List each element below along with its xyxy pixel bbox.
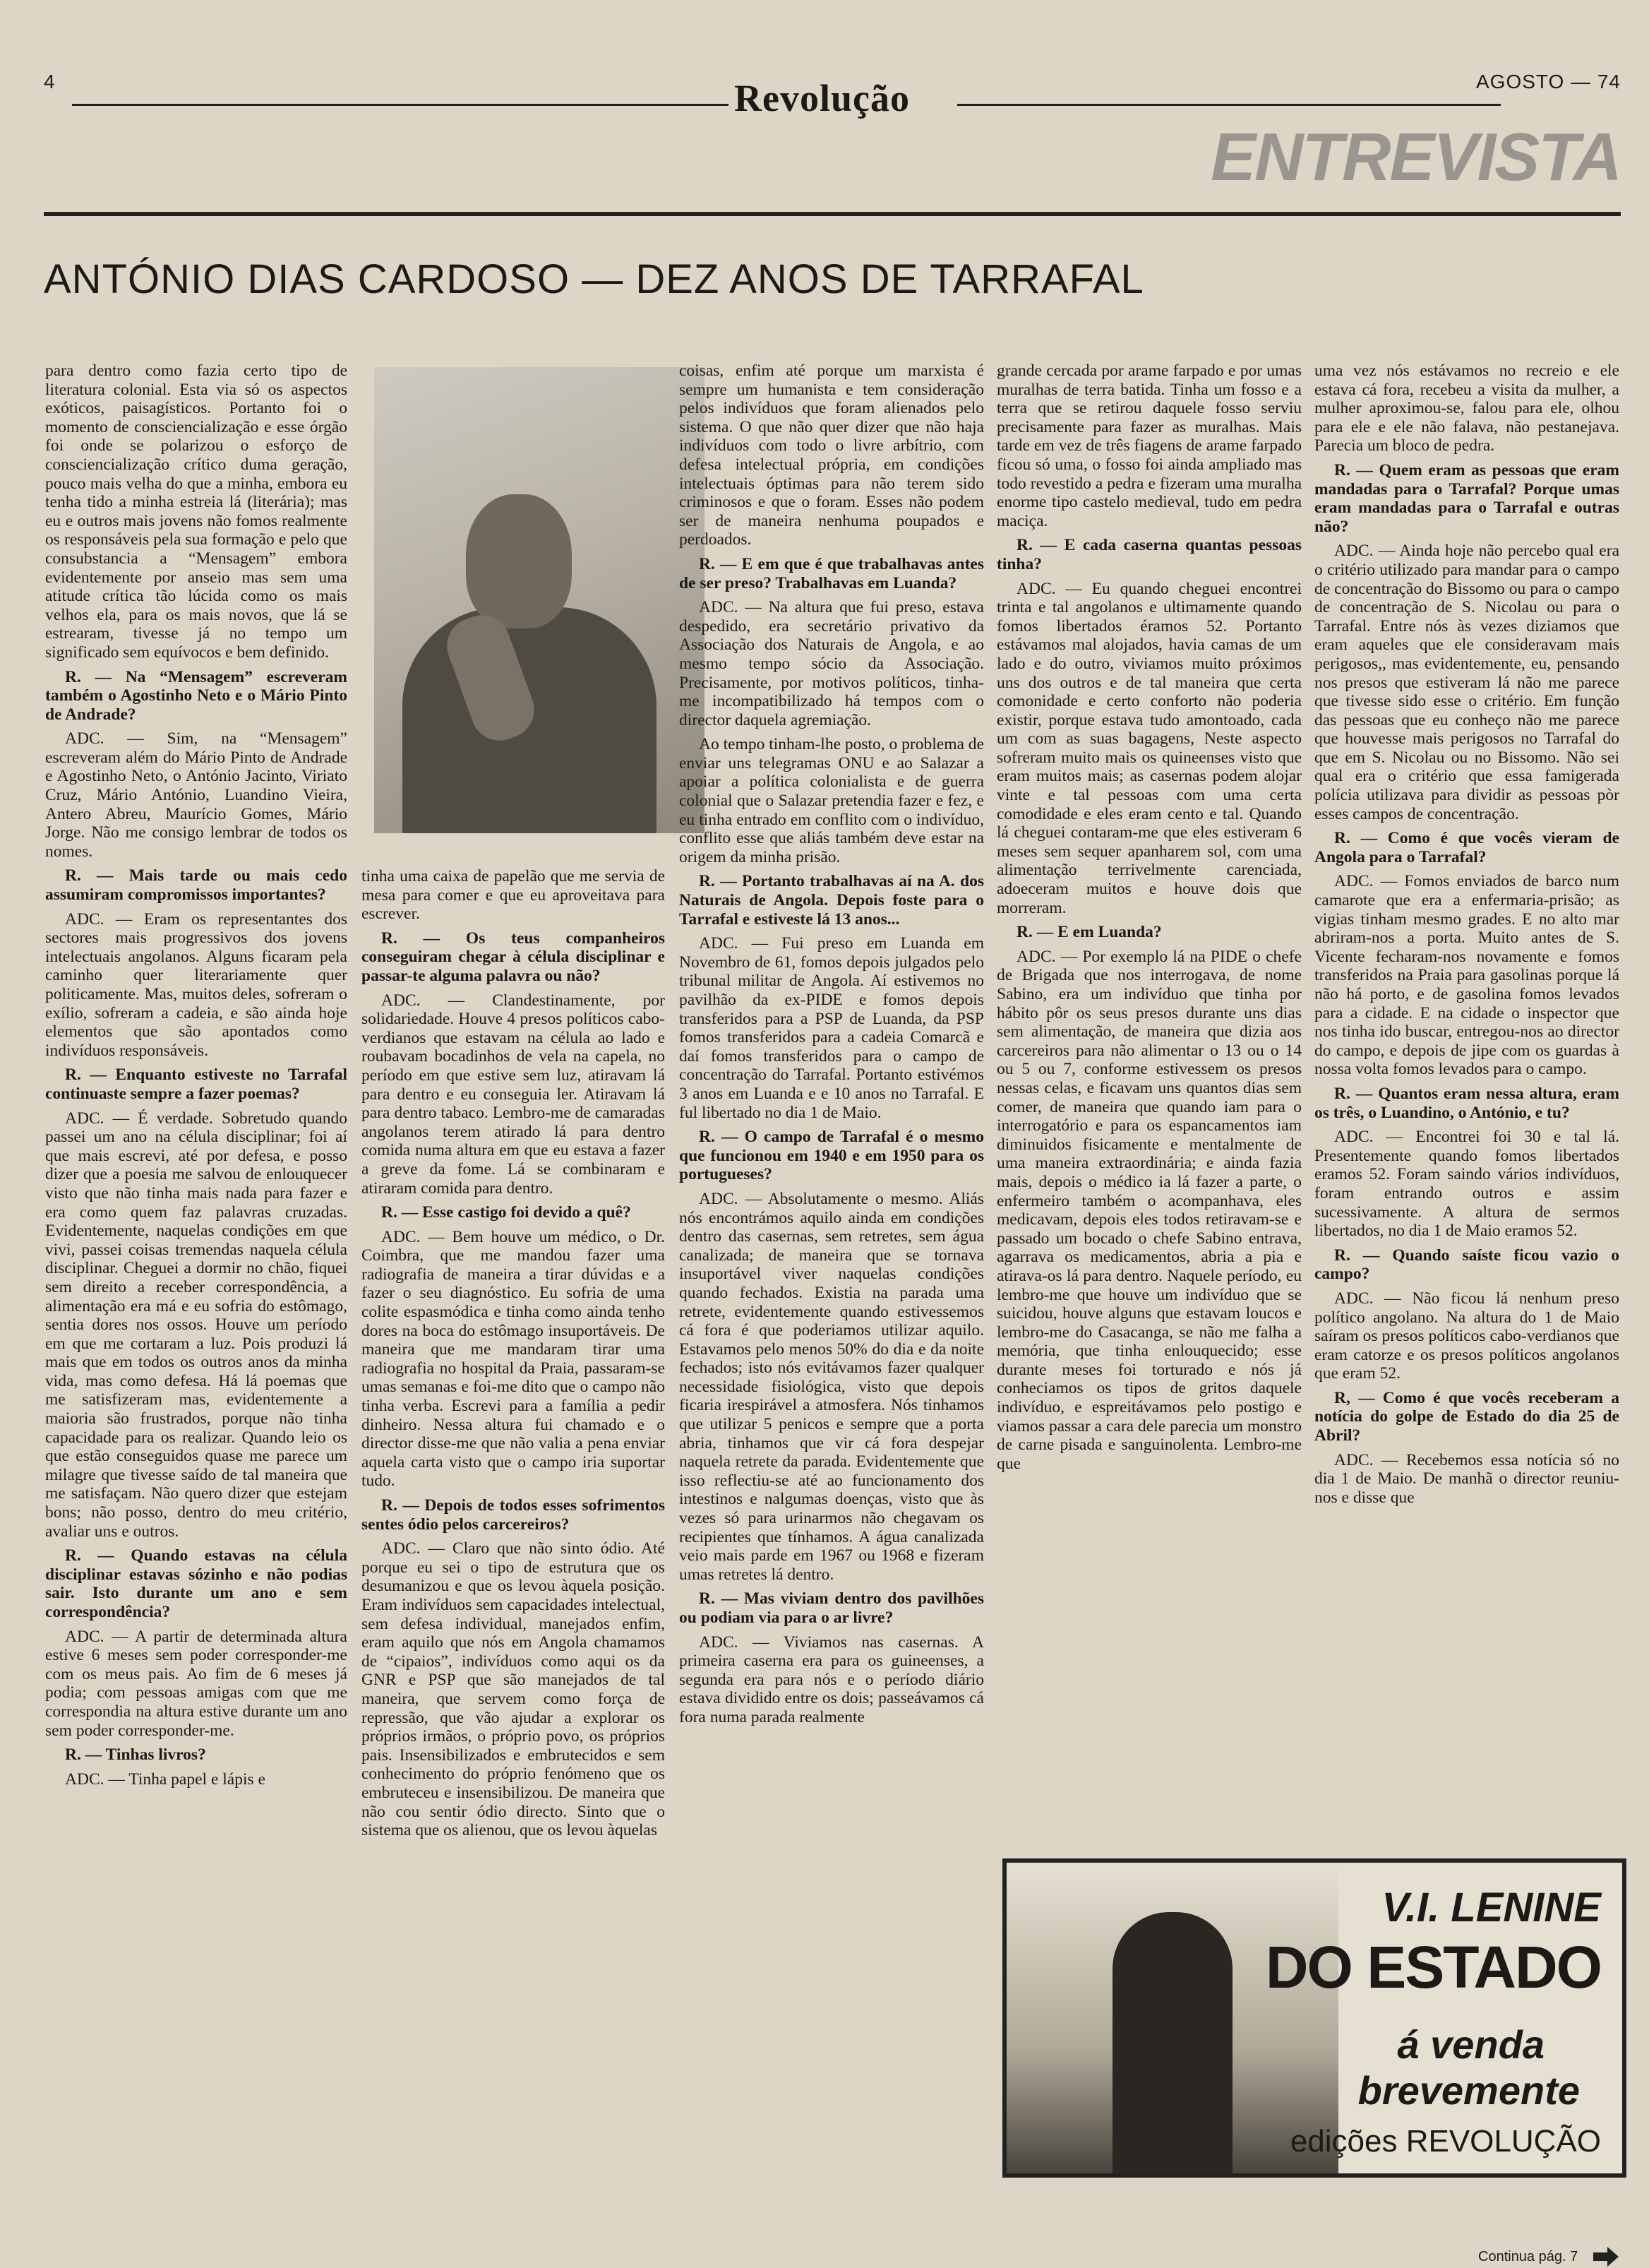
interview-question: R. — O campo de Tarrafal é o mesmo que funcionou em 1940 e em 1950 para os portugueses? — [679, 1128, 984, 1184]
interview-paragraph: ADC. — Claro que não sinto ódio. Até porque eu sei o tipo de estrutura que os desumanizou e que os levou àquela posição. Eram indivíduos sem capacidades intelectual, sem defesa individual, manejados enfim, eram aquilo que nós em Angola chamamos de “cipaios”, indivíduos como aqui os da GNR e PSP que são manejados de tal maneira, que servem como força de repressão, que vão ajudar a explorar os próprios irmãos, o próprio povo, os próprios pais. Insensibilizados e embrutecidos e sem conhecimento do próprio fenómeno que os embruteceu e insensibilizou. De maneira que não cou sentir ódio directo. Sinto que o sistema que os alienou, que os levou àquelas — [361, 1539, 665, 1840]
interview-paragraph: ADC. — Clandestinamente, por solidariedade. Houve 4 presos políticos cabo-verdianos que estavam na célula ao lado e roubavam bocadinhos de vela na capela, no período em que estive sem luz, atiravam lá para dentro e eu conseguia ler. Atiravam lá para dentro tabaco. Lembro-me de camaradas angolanos terem atirado lá para dentro comida numa altura em que eu estava a fazer a greve da fome. Lá se combinaram e atiraram comida para dentro. — [361, 991, 665, 1198]
ad-photo — [1007, 1863, 1338, 2173]
book-advertisement — [1002, 1858, 1626, 2178]
interview-question: R, — Como é que vocês receberam a notícia do golpe de Estado do dia 25 de Abril? — [1314, 1388, 1619, 1445]
ad-soon-text: brevemente — [1357, 2068, 1580, 2113]
section-rule — [44, 212, 1621, 216]
interview-question: R. — Quem eram as pessoas que eram mandadas para o Tarrafal? Porque umas eram mandadas para o Tarrafal e outras não? — [1314, 460, 1619, 536]
interview-question: R. — Depois de todos esses sofrimentos sentes ódio pelos carcereiros? — [361, 1496, 665, 1534]
interview-paragraph: ADC. — Viviamos nas casernas. A primeira caserna era para os guineenses, a segunda era para nós e o período diário estava dividido entre os dois; passeávamos cá fora numa parada realmente — [679, 1633, 984, 1726]
issue-date: AGOSTO — 74 — [1476, 71, 1621, 92]
interview-question: R. — Na “Mensagem” escreveram também o Agostinho Neto e o Mário Pinto de Andrade? — [45, 667, 347, 724]
article-column-2 — [361, 867, 665, 1846]
interview-paragraph: ADC. — Por exemplo lá na PIDE o chefe de Brigada que nos interrogava, de nome Sabino, era um indivíduo que tinha por hábito pôr os seus presos durante uns dias sem alimentação, de maneira que dizia aos carcereiros para não alimentar o 13 ou o 14 ou 5 ou 7, conforme estivessem os presos nessas celas, e ficavam uns quantos dias sem comer, de maneira que quando iam para o interrogatório e para os espancamentos iam diminuidos fisicamente e mentalmente de uma maneira extraordinária; e ainda fazia mais, depois o médico ia lá fazer a parte, o enfermeiro também o acompanhava, eles medicavam, depois eles todos retiravam-se e passado um bocado o chefe Sabino entrava, agarrava os medicamentos, abria a pia e atirava-os lá para dentro. Naquele período, eu lembro-me que houve um indivíduo que se suicidou, houve alguns que estavam loucos e lembro-me do Casacanga, se não me falha a memória, que tinha enlouquecido; esse durante meses foi torturado e nós já conheciamos os tipos de gritos daquele indivíduo, e espreitávamos pelo postigo e viamos passar a cara dele parecia um monstro de carne pisada e sanguinolenta. Lembro-me que — [997, 947, 1302, 1473]
interview-paragraph: para dentro como fazia certo tipo de literatura colonial. Esta via só os aspectos exóticos, paisagísticos. Portanto foi o momento de consciencialização e esse órgão foi onde se polarizou o esforço de consciencialização crítico duma geração, pouco mais velha do que a minha, embora eu tenha tido a minha estreia lá (literária); mas eu e outros mais jovens não fomos realmente os responsáveis pela sua formação e pelo que consubstancia a “Mensagem” embora evidentemente por anseio mas sem uma atitude crítica tão lúcida como os mais velhos ela, para os mais novos, que lá se estrearam, tivesse já no tempo um significado sem equívocos e bem definido. — [45, 362, 347, 662]
article-column-1 — [45, 362, 347, 1794]
interview-paragraph: coisas, enfim até porque um marxista é sempre um humanista e tem consideração pelos indivíduos que foram alienados pelo sistema. O que não quer dizer que não haja indivíduos com todo o livre arbítrio, com defesa intelectual própria, em condições intelectuais óptimas para não terem sido criminosos e que o foram. Esses não podem ser de maneira nenhuma poupados e perdoados. — [679, 362, 984, 549]
interview-paragraph: ADC. — Fui preso em Luanda em Novembro de 61, fomos depois julgados pelo tribunal militar de Angola. Aí estivemos no pavilhão da ex-PIDE e fomos depois transferidos para a PSP de Luanda, da PSP fomos transferidos para a cadeia Comarcã e daí fomos transferidos para o campo de concentração do Tarrafal. Portanto estivémos 3 anos em Luanda e e 10 anos no Tarrafal. E ful libertado no dia 1 de Maio. — [679, 934, 984, 1122]
headline: ANTÓNIO DIAS CARDOSO — DEZ ANOS DE TARRAFAL — [44, 256, 1144, 302]
interview-paragraph: ADC. — Recebemos essa notícia só no dia 1 de Maio. De manhã o director reuniu-nos e disse que — [1314, 1450, 1619, 1507]
interview-question: R. — Os teus companheiros conseguiram chegar à célula disciplinar e passar-te alguma palavra ou não? — [361, 929, 665, 985]
interview-paragraph: ADC. — Ainda hoje não percebo qual era o critério utilizado para mandar para o campo de concentração do Bissomo ou para o campo de concentração de S. Nicolau ou para o Tarrafal. Entre nós às vezes diziamos que eram aqueles que ele consideravam mais perigosos,, mas evidentemente, eu, pensando nos presos que estiveram lá não me parece que tivesse sido esse o critério. Em função das pessoas que eu conheço não me parece que houvesse mais perigosos no Tarrafal do que em S. Nicolau ou no Bissomo. Não sei qual era o critério que essa famigerada polícia utilizava para dividir as pessoas pòr esses campos de concentração. — [1314, 542, 1619, 823]
interview-paragraph: ADC. — Fomos enviados de barco num camarote que era a enfermaria-prisão; as vigias tinham mesmo grades. E no alto mar abriram-nos a porta. Muito antes de S. Vicente fecharam-nos novamente e fomos transferidos na Praia para gasolinas porque lá não há porto, e de gasolina fomos levados para a cidade. E na cidade o inspector que nos tinha ido buscar, entregou-nos ao director do campo, e depois de jipe com os guardas à nossa volta fomos levados para o campo. — [1314, 872, 1619, 1079]
interview-paragraph: ADC. — Encontrei foi 30 e tal lá. Presentemente quando fomos libertados eramos 52. Foram saindo vários indivíduos, foram entrando outros e assim sucessivamente. A altura de sermos libertados, no dia 1 de Maio eramos 52. — [1314, 1128, 1619, 1241]
interview-paragraph: ADC. — Bem houve um médico, o Dr. Coimbra, que me mandou fazer uma radiografia de maneira a tirar dúvidas e a fazer o seu diagnóstico. Eu sofria de uma colite espasmódica e tinha como ainda tenho dores na boca do estômago insuportáveis. De maneira que me mandaram tirar uma radiografia no hospital da Praia, passaram-se umas semanas e foi-me dito que o campo não tinha verba. Escrevi para a família a pedir dinheiro. Nessa altura fui chamado e o director disse-me que não valia a pena enviar aquela carta visto que o campo iria suportar tudo. — [361, 1227, 665, 1491]
interview-question: R. — Quantos eram nessa altura, eram os três, o Luandino, o António, e tu? — [1314, 1084, 1619, 1122]
interview-question: R. — E em que é que trabalhavas antes de ser preso? Trabalhavas em Luanda? — [679, 554, 984, 592]
interview-question: R. — Quando saíste ficou vazio o campo? — [1314, 1246, 1619, 1284]
interview-question: R. — Portanto trabalhavas aí na A. dos Naturais de Angola. Depois foste para o Tarrafal e estiveste lá 13 anos... — [679, 872, 984, 929]
interview-question: R. — Como é que vocês vieram de Angola para o Tarrafal? — [1314, 829, 1619, 866]
article-column-3 — [679, 362, 984, 1733]
photo-figure-head — [466, 494, 572, 628]
interview-paragraph: Ao tempo tinham-lhe posto, o problema de enviar uns telegramas ONU e ao Salazar a apoiar a política colonialista e de guerra colonial que o Salazar pretendia fazer e fez, e eu tinha entrado em conflito com o indivíduo, conflito esse que aliás também deve estar na origem da minha prisão. — [679, 735, 984, 866]
header-rule-right — [957, 104, 1501, 106]
interview-paragraph: tinha uma caixa de papelão que me servia de mesa para comer e que eu aproveitava para escrever. — [361, 867, 665, 924]
interview-paragraph: ADC. — Eram os representantes dos sectores mais progressivos dos jovens intelectuais angolanos. Alguns ficaram pela caminho quer literariamente quer politicamente. Mas, muitos deles, sofreram o exílio, sofreram a cadeia, e são ainda hoje elementos que são apontados como indivíduos responsáveis. — [45, 909, 347, 1060]
interview-question: R. — Tinhas livros? — [65, 1745, 206, 1765]
interview-question: R. — Mais tarde ou mais cedo assumiram compromissos importantes? — [45, 866, 347, 905]
arrow-right-icon — [1592, 2245, 1620, 2268]
interview-question: R. — Quando estavas na célula disciplinar estavas sózinho e não podias sair. Isto durante um ano e sem correspondência? — [45, 1546, 347, 1621]
article-column-4 — [997, 362, 1302, 1479]
interview-question: R. — Mas viviam dentro dos pavilhões ou podiam via para o ar livre? — [679, 1589, 984, 1627]
masthead: Revolução — [734, 77, 910, 119]
interview-paragraph: ADC. — Tinha papel e lápis e — [65, 1769, 265, 1789]
interviewee-photo — [374, 367, 704, 833]
interview-paragraph: grande cercada por arame farpado e por umas muralhas de terra batida. Tinha um fosso e a terra que se retirou daquele fosso serviu precisamente para fazer as muralhas. Mais tarde em vez de três fiagens de arame farpado ficou só uma, o fosso foi ainda ampliado mas todo revestido a pedra e fizeram uma muralha enorme tipo castelo medieval, tudo em pedra maciça. — [997, 362, 1302, 530]
article-column-5 — [1314, 362, 1619, 1512]
ad-title: DO ESTADO — [1265, 1934, 1601, 2000]
continuation-note — [1478, 2245, 1620, 2268]
interview-paragraph: uma vez nós estávamos no recreio e ele estava cá fora, recebeu a visita da mulher, a mulher aproximou-se, falou para ele, olhou para ele e ele não falava, não pestanejava. Parecia um bloco de pedra. — [1314, 362, 1619, 455]
interview-paragraph: ADC. — É verdade. Sobretudo quando passei um ano na célula disciplinar; foi aí que mais escrevi, até por defesa, e posso dizer que a poesia me salvou de enlouquecer visto que não tinha mais nada para fazer e era como quem faz palavras cruzadas. Evidentemente, naquelas condições em que vivi, passei coisas tremendas naquela célula disciplinar. Cheguei a dormir no chão, fiquei sem direito a receber correspondência, a alimentação era má e eu sofria do estômago, sentia dores nos ossos. Houve um período em que me cortaram a luz. Pois produzi lá mais que em todos os outros anos da minha vida, mas como defesa. Há lá poemas que me satisfizeram mas, evidentemente a maioria são frustrados, porque não tinha capacidade para os realizar. Quando leio os que estão conseguidos quase me parece um milagre que tivesse saído de tal maneira que me satisfaçam. Não quero dizer que estejam bons; não posso, dentro do meu critério, avaliar uns e outros. — [45, 1109, 347, 1541]
interview-question: R. — E cada caserna quantas pessoas tinha? — [997, 536, 1302, 573]
interview-paragraph: ADC. — Eu quando cheguei encontrei trinta e tal angolanos e ultimamente quando fomos libertados éramos 52. Portanto estávamos mal alojados, havia camas de um lado e do outro, viviamos muito próximos uns dos outros e de tal maneira que certa comonidade e certo conforto não poderia existir, porque estava tudo amontoado, cada um com as suas bagagens, Neste aspecto sofreram muito mais os quineenses visto que eram muitos mais; as casernas podem alojar vinte e tal pessoas com uma certa comodidade e eles eram cento e tal. Quando lá cheguei contaram-me que eles estiveram 6 meses sem sequer apanharem sol, com uma alimentação terrivelmente carenciada, adoeceram muitos e houve dois que morreram. — [997, 579, 1302, 917]
interview-question: R. — Enquanto estiveste no Tarrafal continuaste sempre a fazer poemas? — [45, 1066, 347, 1103]
continuation-text: Continua pág. 7 — [1478, 2248, 1578, 2264]
interview-paragraph: ADC. — A partir de determinada altura estive 6 meses sem poder corresponder-me com os meus pais. Ao fim de 6 meses já podia; com pessoas amigas com que me correspondia na altura estive durante um ano sem poder corresponder-me. — [45, 1627, 347, 1740]
ad-sale-text: á venda — [1397, 2022, 1545, 2067]
interview-question: R. — E em Luanda? — [1017, 923, 1162, 942]
section-title: ENTREVISTA — [1211, 119, 1621, 195]
interview-question: R. — Esse castigo foi devido a quê? — [381, 1203, 631, 1222]
ad-figure — [1113, 1912, 1233, 2178]
ad-publisher: edições REVOLUÇÃO — [1290, 2124, 1601, 2159]
ad-author: V.I. LENINE — [1381, 1885, 1601, 1930]
interview-paragraph: ADC. — Não ficou lá nenhum preso político angolano. Na altura do 1 de Maio saíram os presos políticos cabo-verdianos que eram catorze e os presos políticos angolanos que eram 52. — [1314, 1289, 1619, 1383]
header-rule-left — [72, 104, 728, 106]
interview-paragraph: ADC. — Sim, na “Mensagem” escreveram além do Mário Pinto de Andrade e Agostinho Neto, o António Jacinto, Viriato Cruz, Mário António, Luandino Vieira, Antero Abreu, Maurício Gomes, Mário Jorge. Não me consigo lembrar de todos os nomes. — [45, 729, 347, 861]
page-number: 4 — [44, 71, 55, 92]
interview-paragraph: ADC. — Absolutamente o mesmo. Aliás nós encontrámos aquilo ainda em condições dentro das casernas, sem retretes, sem água canalizada; de maneira que se tornava insuportável viver naquelas condições quando fechados. Existia na parada uma retrete, evidentemente quando estivessemos cá fora é que poderiamos utilizar aquilo. Estavamos pelo menos 50% do dia e da noite fechados; isto nós evitávamos fazer qualquer necessidade fisiológica, visto que depois ficaria irespirável a atmosfera. Nós tinhamos que utilizar 5 penicos e sempre que a porta abria, tinhamos que vir cá fora despejar naquela retrete da parada. Evidentemente que isso reflectiu-se até ao funcionamento dos intestinos e nalgumas doenças, visto que às vezes só para urinarmos não chegavam os recipientes que tínhamos. A água canalizada veio mais parde em 1967 ou 1968 e fizeram umas retretes lá dentro. — [679, 1189, 984, 1584]
interview-paragraph: ADC. — Na altura que fui preso, estava despedido, era secretário privativo da Associação dos Naturais de Angola, e ao mesmo tempo sócio da Associação. Precisamente, por motivos políticos, tinha-me incompatibilizado há tempos com o director daquela agremiação. — [679, 598, 984, 729]
